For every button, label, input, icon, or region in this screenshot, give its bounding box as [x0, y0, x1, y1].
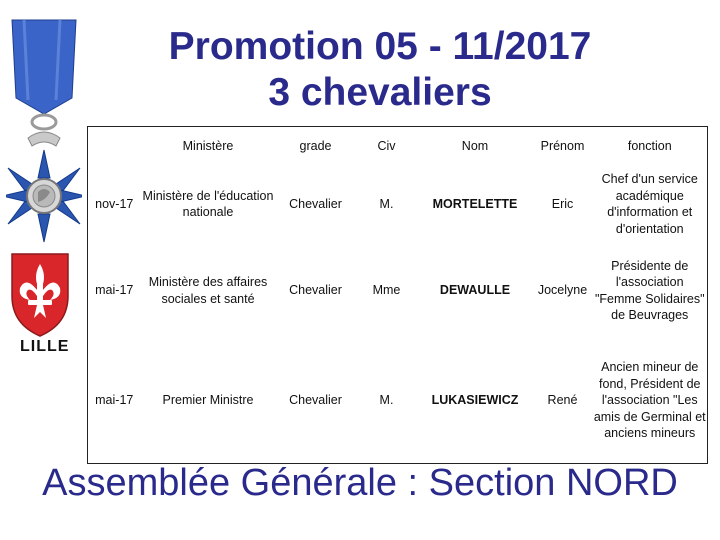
page-title — [100, 24, 660, 116]
table-row — [88, 243, 708, 338]
cell-grade: Chevalier — [289, 196, 342, 211]
title-line-1: Promotion 05 - 11/2017 — [168, 25, 592, 68]
cell-fonction: Présidente de l'association "Femme Solidaires" de Beuvrages — [594, 258, 705, 322]
lille-label: LILLE — [20, 338, 70, 355]
cell-ministere: Ministère de l'éducation nationale — [142, 188, 274, 219]
header-ministere: Ministère — [182, 138, 234, 153]
cell-prenom: Jocelyne — [537, 283, 588, 298]
cell-civ: M. — [379, 393, 394, 408]
cell-fonction: Ancien mineur de fond, Président de l'association "Les amis de Germinal et anciens mineurs — [593, 360, 706, 441]
cell-grade: Chevalier — [289, 283, 342, 298]
promotion-table — [87, 126, 708, 464]
cell-date: mai-17 — [95, 393, 134, 408]
cell-prenom: Eric — [551, 196, 574, 211]
header-grade: grade — [299, 138, 332, 153]
title-line-2: 3 chevaliers — [268, 71, 492, 114]
cell-nom: LUKASIEWICZ — [431, 393, 519, 408]
cell-ministere: Ministère des affaires sociales et santé — [148, 275, 268, 306]
header-nom: Nom — [461, 138, 489, 153]
table-header-row — [88, 127, 708, 166]
cell-ministere: Premier Ministre — [162, 393, 254, 408]
cell-grade: Chevalier — [289, 393, 342, 408]
cell-date: nov-17 — [95, 196, 134, 211]
table-row — [88, 165, 708, 243]
footer-title: Assemblée Générale : Section NORD — [42, 462, 678, 504]
header-fonction: fonction — [627, 138, 672, 153]
cell-civ: Mme — [372, 283, 401, 298]
cell-nom: DEWAULLE — [439, 283, 511, 298]
medal-icon — [6, 14, 82, 244]
lille-coat-of-arms-icon — [8, 250, 72, 338]
header-date — [88, 127, 141, 166]
cell-date: mai-17 — [95, 283, 134, 298]
cell-fonction: Chef d'un service académique d'information et d'orientation — [601, 172, 698, 236]
header-prenom: Prénom — [540, 138, 585, 153]
header-civ: Civ — [377, 138, 396, 153]
table-row — [88, 338, 708, 464]
cell-nom: MORTELETTE — [432, 196, 518, 211]
cell-civ: M. — [379, 196, 394, 211]
cell-prenom: René — [547, 393, 578, 408]
